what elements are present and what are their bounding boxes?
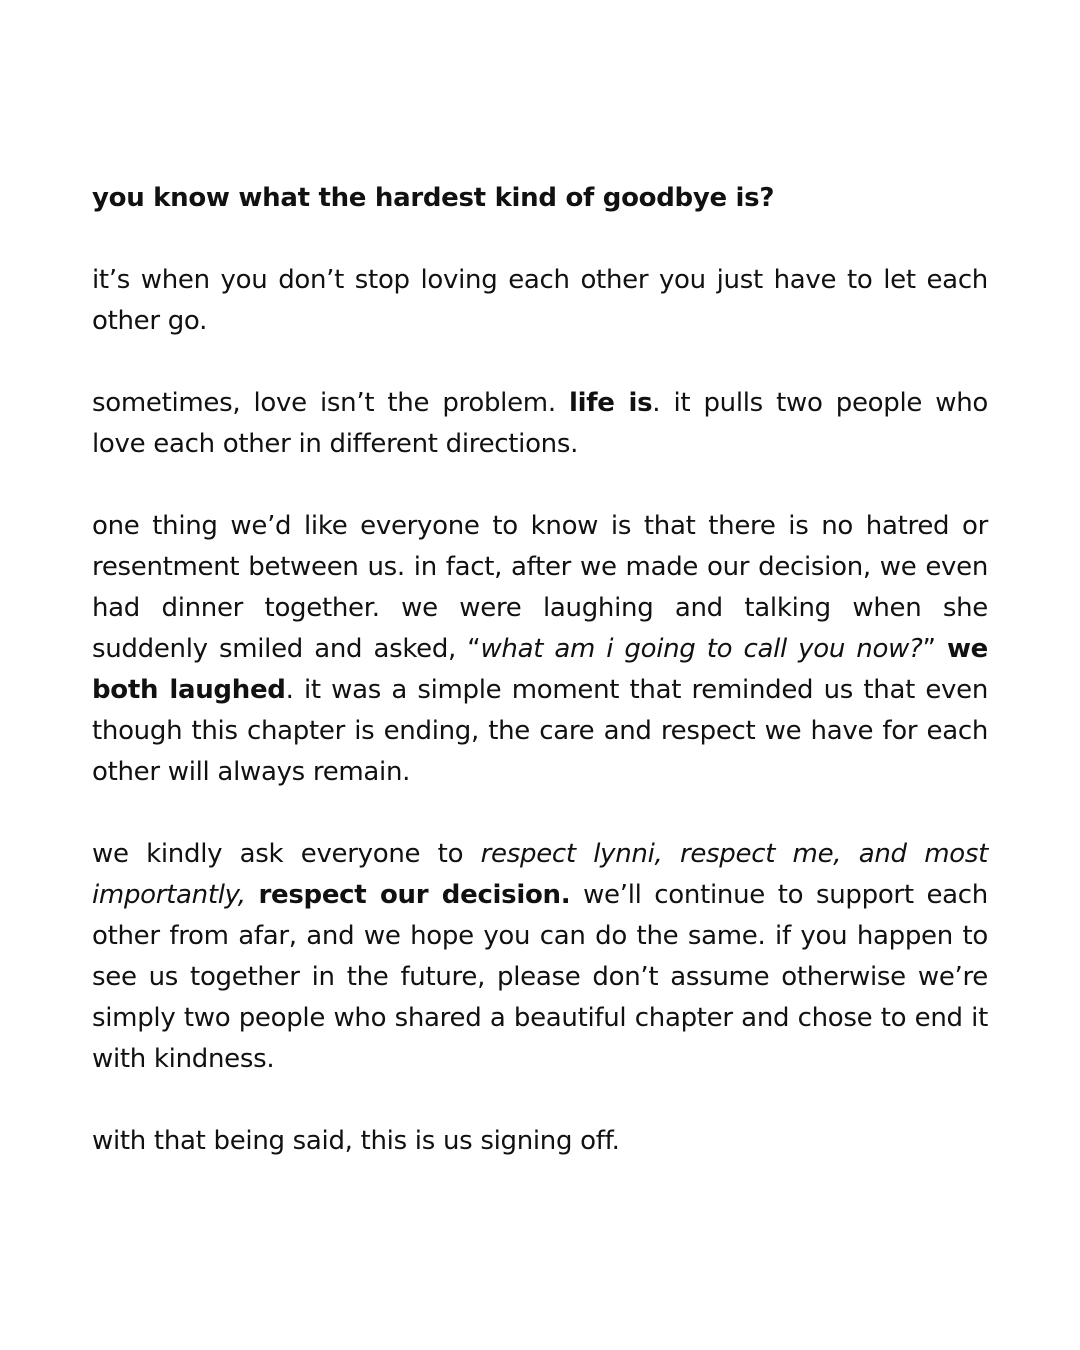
respect-decision-emphasis: respect our decision. [258, 880, 571, 910]
paragraph-life-is-text-a: sometimes, love isn’t the problem. [92, 388, 569, 418]
paragraph-dinner [92, 506, 988, 793]
paragraph-letting-go-text: it’s when you don’t stop loving each other you just have to let each other go. [92, 265, 988, 336]
paragraph-respect-text-a: we kindly ask everyone to [92, 839, 481, 869]
paragraph-letting-go [92, 260, 988, 342]
life-is-emphasis: life is [568, 388, 653, 418]
opening-question-text: you know what the hardest kind of goodbye is? [92, 183, 775, 213]
statement-text [92, 178, 988, 1162]
respect-italic-phrase: respect lynni, respect me, and most importantly, [92, 839, 988, 910]
paragraph-respect [92, 834, 988, 1080]
paragraph-dinner-text-e: . it was a simple moment that reminded us that even though this chapter is ending, the care and respect we have for each other will always remain. [92, 675, 989, 787]
opening-question [92, 178, 988, 219]
we-both-laughed-emphasis: we both laughed [92, 634, 988, 705]
paragraph-life-is [92, 383, 988, 465]
closing-line [92, 1121, 988, 1162]
paragraph-respect-text-e: we’ll continue to support each other from afar, and we hope you can do the same. if you happen to see us together in the future, please don’t assume otherwise we’re simply two people who shared a beautiful chapter and chose to end it with kindness. [92, 880, 988, 1074]
quoted-question: what am i going to call you now? [480, 634, 923, 664]
paragraph-respect-text-c [246, 880, 259, 910]
paragraph-life-is-text-c: . it pulls two people who love each other in different directions. [92, 388, 988, 459]
paragraph-dinner-text-a: one thing we’d like everyone to know is that there is no hatred or resentment between us. in fact, after we made our decision, we even had dinner together. we were laughing and talking when she suddenly smiled and asked, “ [92, 511, 988, 664]
paragraph-dinner-text-c: ” [922, 634, 947, 664]
closing-line-text: with that being said, this is us signing off. [92, 1126, 620, 1156]
